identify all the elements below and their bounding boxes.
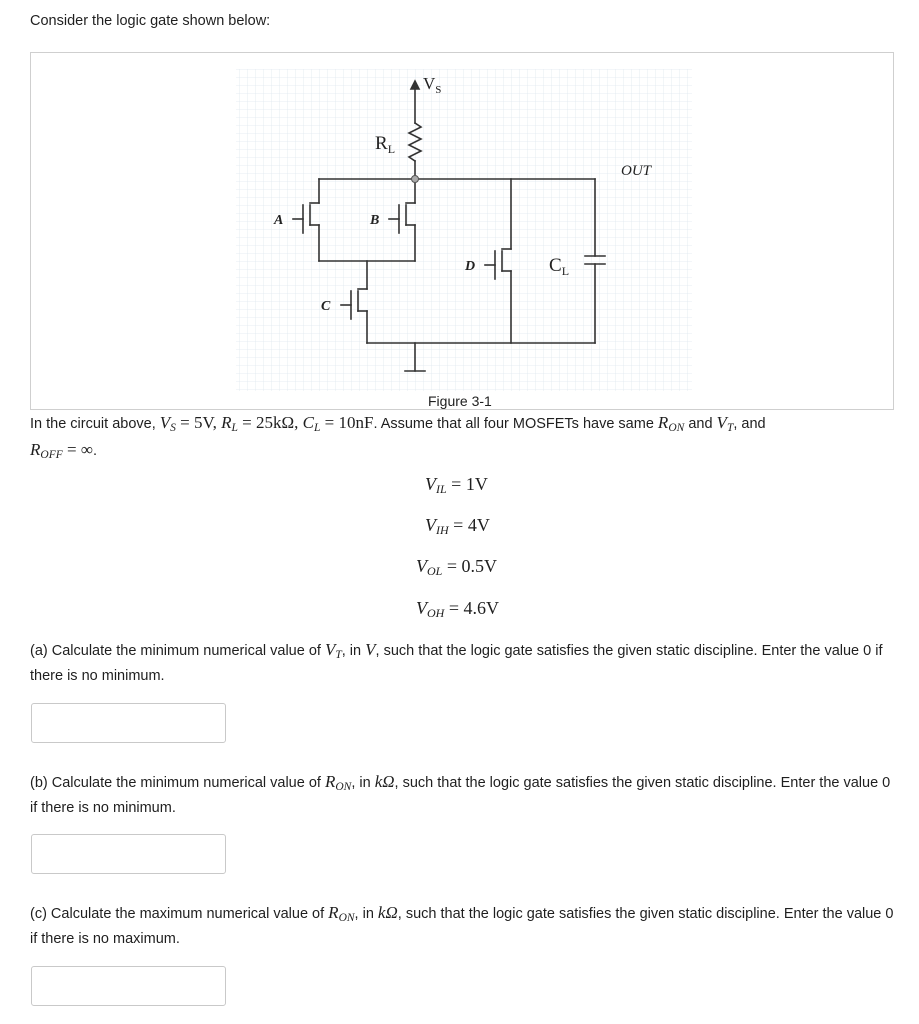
figure-caption: Figure 3-1	[428, 393, 492, 409]
answer-b-input[interactable]	[31, 834, 226, 874]
spec-voh: $V_{OH} = 4.6V$	[416, 598, 499, 620]
cl-label: $C_L$	[549, 255, 570, 278]
question-b: (b) Calculate the minimum numerical value of $R_{ON}$, in kΩ, such that the logic gate satisfies the given static discipline. Enter the value 0 if there is no minimum.	[30, 772, 891, 816]
out-label: OUT	[621, 163, 652, 179]
figure-frame	[30, 52, 894, 410]
answer-c-input[interactable]	[31, 966, 226, 1006]
gate-c-label: C	[321, 299, 331, 314]
spec-vil: $V_{IL} = 1V$	[425, 474, 488, 496]
intro-text: Consider the logic gate shown below:	[30, 13, 271, 29]
question-c: (c) Calculate the maximum numerical value of $R_{ON}$, in kΩ, such that the logic gate satisfies the given static discipline. Enter the value 0 if there is no maximum.	[30, 903, 894, 947]
gate-d-label: D	[465, 259, 476, 274]
gate-a-label: A	[274, 213, 284, 228]
rl-label: $R_L$	[375, 133, 396, 156]
spec-vol: $V_{OL} = 0.5V$	[416, 556, 497, 578]
gate-b-label: B	[370, 213, 380, 228]
node-dot	[412, 176, 419, 183]
answer-a-input[interactable]	[31, 703, 226, 743]
question-a: (a) Calculate the minimum numerical value of $V_T$, in V, such that the logic gate satisfies the given static discipline. Enter the value 0 if there is no minimum.	[30, 640, 883, 684]
vs-label: $V_S$	[423, 74, 442, 96]
circuit-diagram	[31, 53, 893, 409]
problem-statement: In the circuit above, $V_S = 5V$, $R_L = 25k\Omega$, $C_L = 10nF$. Assume that all four MOSFETs have same $R_{ON}$ and $V_T$, and $R_{OFF}$ = ∞.	[30, 413, 766, 461]
spec-vih: $V_{IH} = 4V$	[425, 515, 490, 537]
